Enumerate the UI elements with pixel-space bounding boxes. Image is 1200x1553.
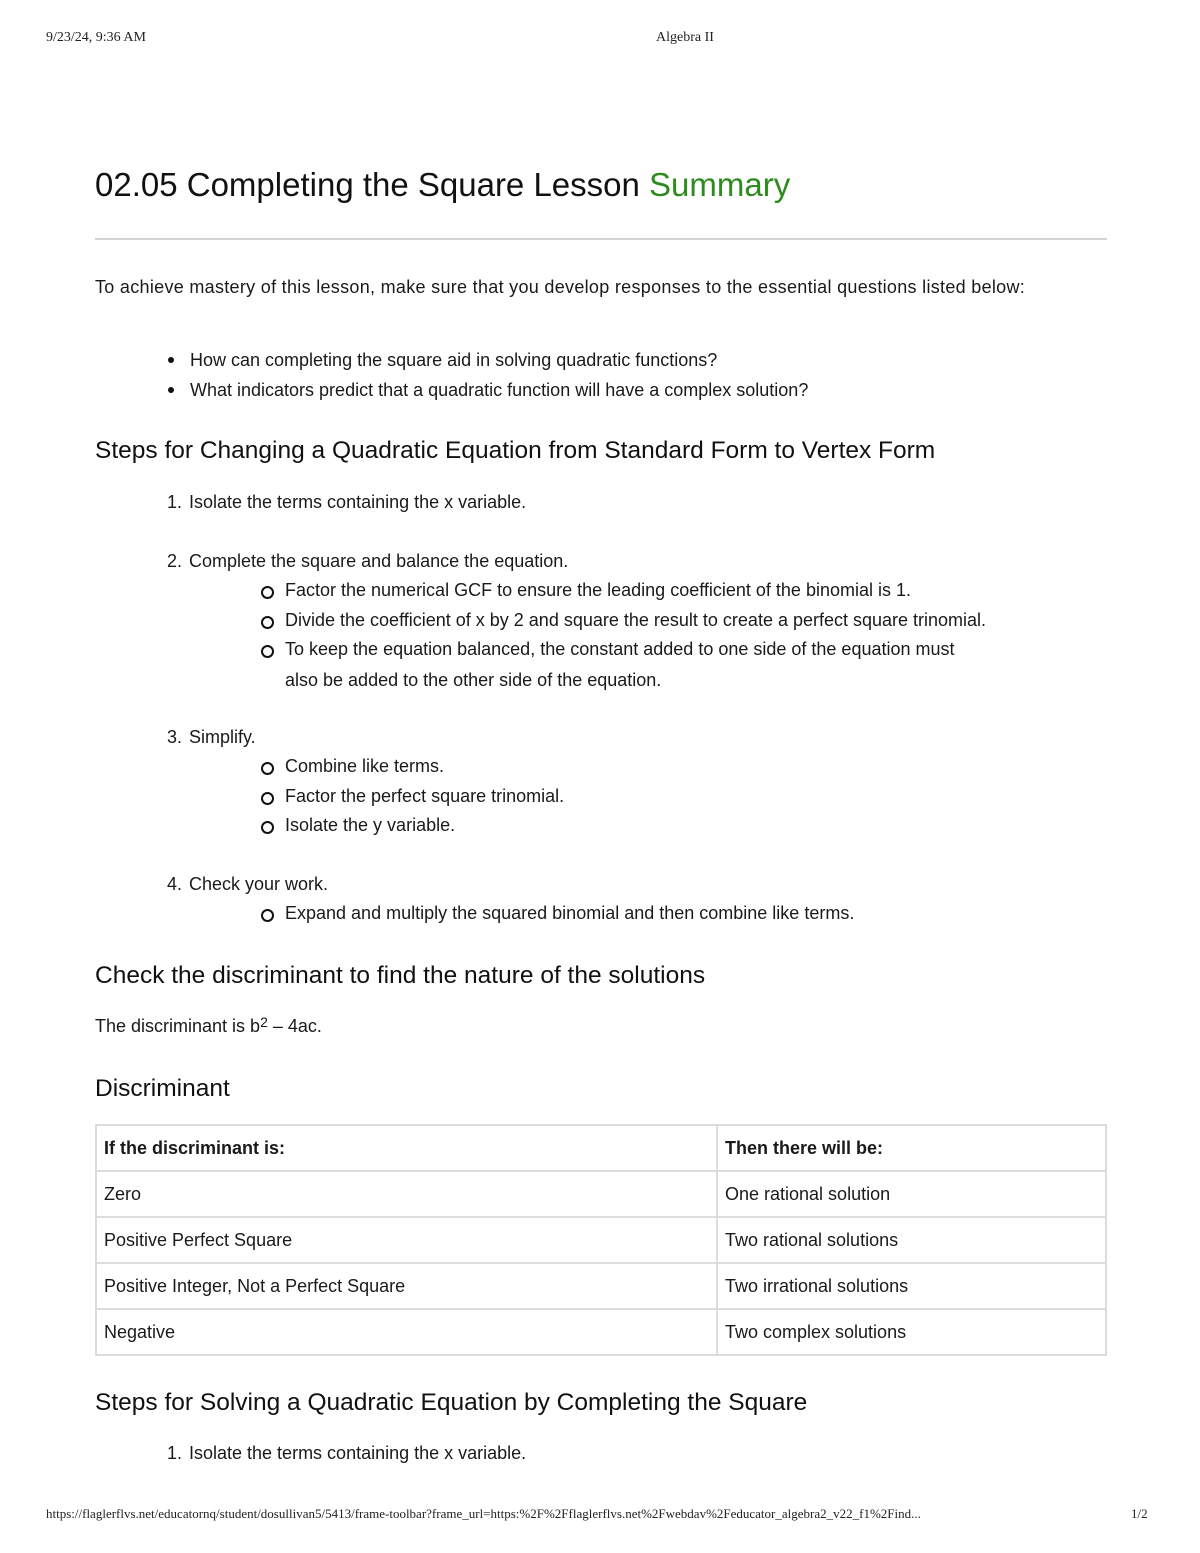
table-cell: Positive Integer, Not a Perfect Square — [96, 1263, 717, 1309]
table-cell: Two complex solutions — [717, 1309, 1106, 1355]
vertex-step-4 — [167, 869, 854, 929]
solve-step-1 — [167, 1438, 526, 1468]
table-row — [96, 1263, 1106, 1309]
page-title-accent: Summary — [649, 166, 791, 203]
table-cell: Two irrational solutions — [717, 1263, 1106, 1309]
substep: Factor the numerical GCF to ensure the leading coefficient of the binomial is 1. — [285, 576, 986, 606]
table-cell: One rational solution — [717, 1171, 1106, 1217]
table-row — [96, 1171, 1106, 1217]
discriminant-heading: Check the discriminant to find the nature of the solutions — [95, 962, 706, 989]
step-text: Simplify. — [189, 727, 256, 747]
print-footer — [0, 1506, 1200, 1526]
discriminant-formula — [95, 1012, 322, 1040]
step-text: Isolate the terms containing the x variable. — [189, 492, 527, 512]
step-text: Complete the square and balance the equation. — [189, 551, 569, 571]
step-text: Isolate the terms containing the x variable. — [189, 1443, 527, 1463]
print-header — [0, 30, 1200, 50]
step-substeps — [285, 576, 986, 665]
solve-steps-heading: Steps for Solving a Quadratic Equation by Completing the Square — [95, 1389, 808, 1416]
step-number: 2. — [167, 551, 183, 571]
substep: To keep the equation balanced, the constant added to one side of the equation must — [285, 635, 986, 665]
table-row — [96, 1217, 1106, 1263]
formula-exponent: 2 — [260, 1014, 268, 1030]
table-cell: Two rational solutions — [717, 1217, 1106, 1263]
table-header-cell: Then there will be: — [717, 1125, 1106, 1171]
vertex-step-1 — [167, 487, 526, 517]
essential-question: How can completing the square aid in solving quadratic functions? — [190, 345, 808, 375]
substep: Expand and multiply the squared binomial and then combine like terms. — [285, 899, 854, 929]
step-substeps — [285, 899, 854, 929]
table-cell: Positive Perfect Square — [96, 1217, 717, 1263]
discriminant-table-heading: Discriminant — [95, 1075, 230, 1102]
substep: Factor the perfect square trinomial. — [285, 782, 564, 812]
formula-suffix: – 4ac. — [267, 1016, 322, 1036]
title-divider — [95, 238, 1107, 240]
vertex-step-2 — [167, 546, 986, 695]
step-number: 4. — [167, 874, 183, 894]
page-title-main: 02.05 Completing the Square Lesson — [95, 166, 650, 203]
print-datetime: 9/23/24, 9:36 AM — [46, 30, 146, 45]
step-number: 1. — [167, 492, 183, 512]
table-cell: Zero — [96, 1171, 717, 1217]
vertex-step-3 — [167, 722, 564, 841]
table-cell: Negative — [96, 1309, 717, 1355]
table-header-row — [96, 1125, 1106, 1171]
vertex-steps-heading: Steps for Changing a Quadratic Equation from Standard Form to Vertex Form — [95, 437, 936, 464]
table-row — [96, 1309, 1106, 1355]
substep-continuation: also be added to the other side of the equation. — [285, 669, 662, 690]
print-page-title: Algebra II — [656, 30, 714, 45]
step-text: Check your work. — [189, 874, 329, 894]
intro-text: To achieve mastery of this lesson, make sure that you develop responses to the essential questions listed below: — [95, 277, 1026, 297]
page-title — [95, 166, 790, 204]
substep: Isolate the y variable. — [285, 811, 564, 841]
discriminant-table — [95, 1124, 1107, 1356]
essential-question: What indicators predict that a quadratic function will have a complex solution? — [190, 375, 808, 405]
step-number: 1. — [167, 1443, 183, 1463]
essential-questions-list — [190, 345, 808, 405]
step-number: 3. — [167, 727, 183, 747]
table-header-cell: If the discriminant is: — [96, 1125, 717, 1171]
substep: Combine like terms. — [285, 752, 564, 782]
print-url: https://flaglerflvs.net/educatornq/student/dosullivan5/5413/frame-toolbar?frame_url=https:%2F%2Fflaglerflvs.net%2Fwebdav%2Feducator_algebra2_v22_f1%2Find... — [46, 1506, 921, 1521]
step-substeps — [285, 752, 564, 841]
formula-prefix: The discriminant is b — [95, 1016, 261, 1036]
print-page-number: 1/2 — [1131, 1506, 1148, 1521]
substep: Divide the coefficient of x by 2 and square the result to create a perfect square trinomial. — [285, 606, 986, 636]
